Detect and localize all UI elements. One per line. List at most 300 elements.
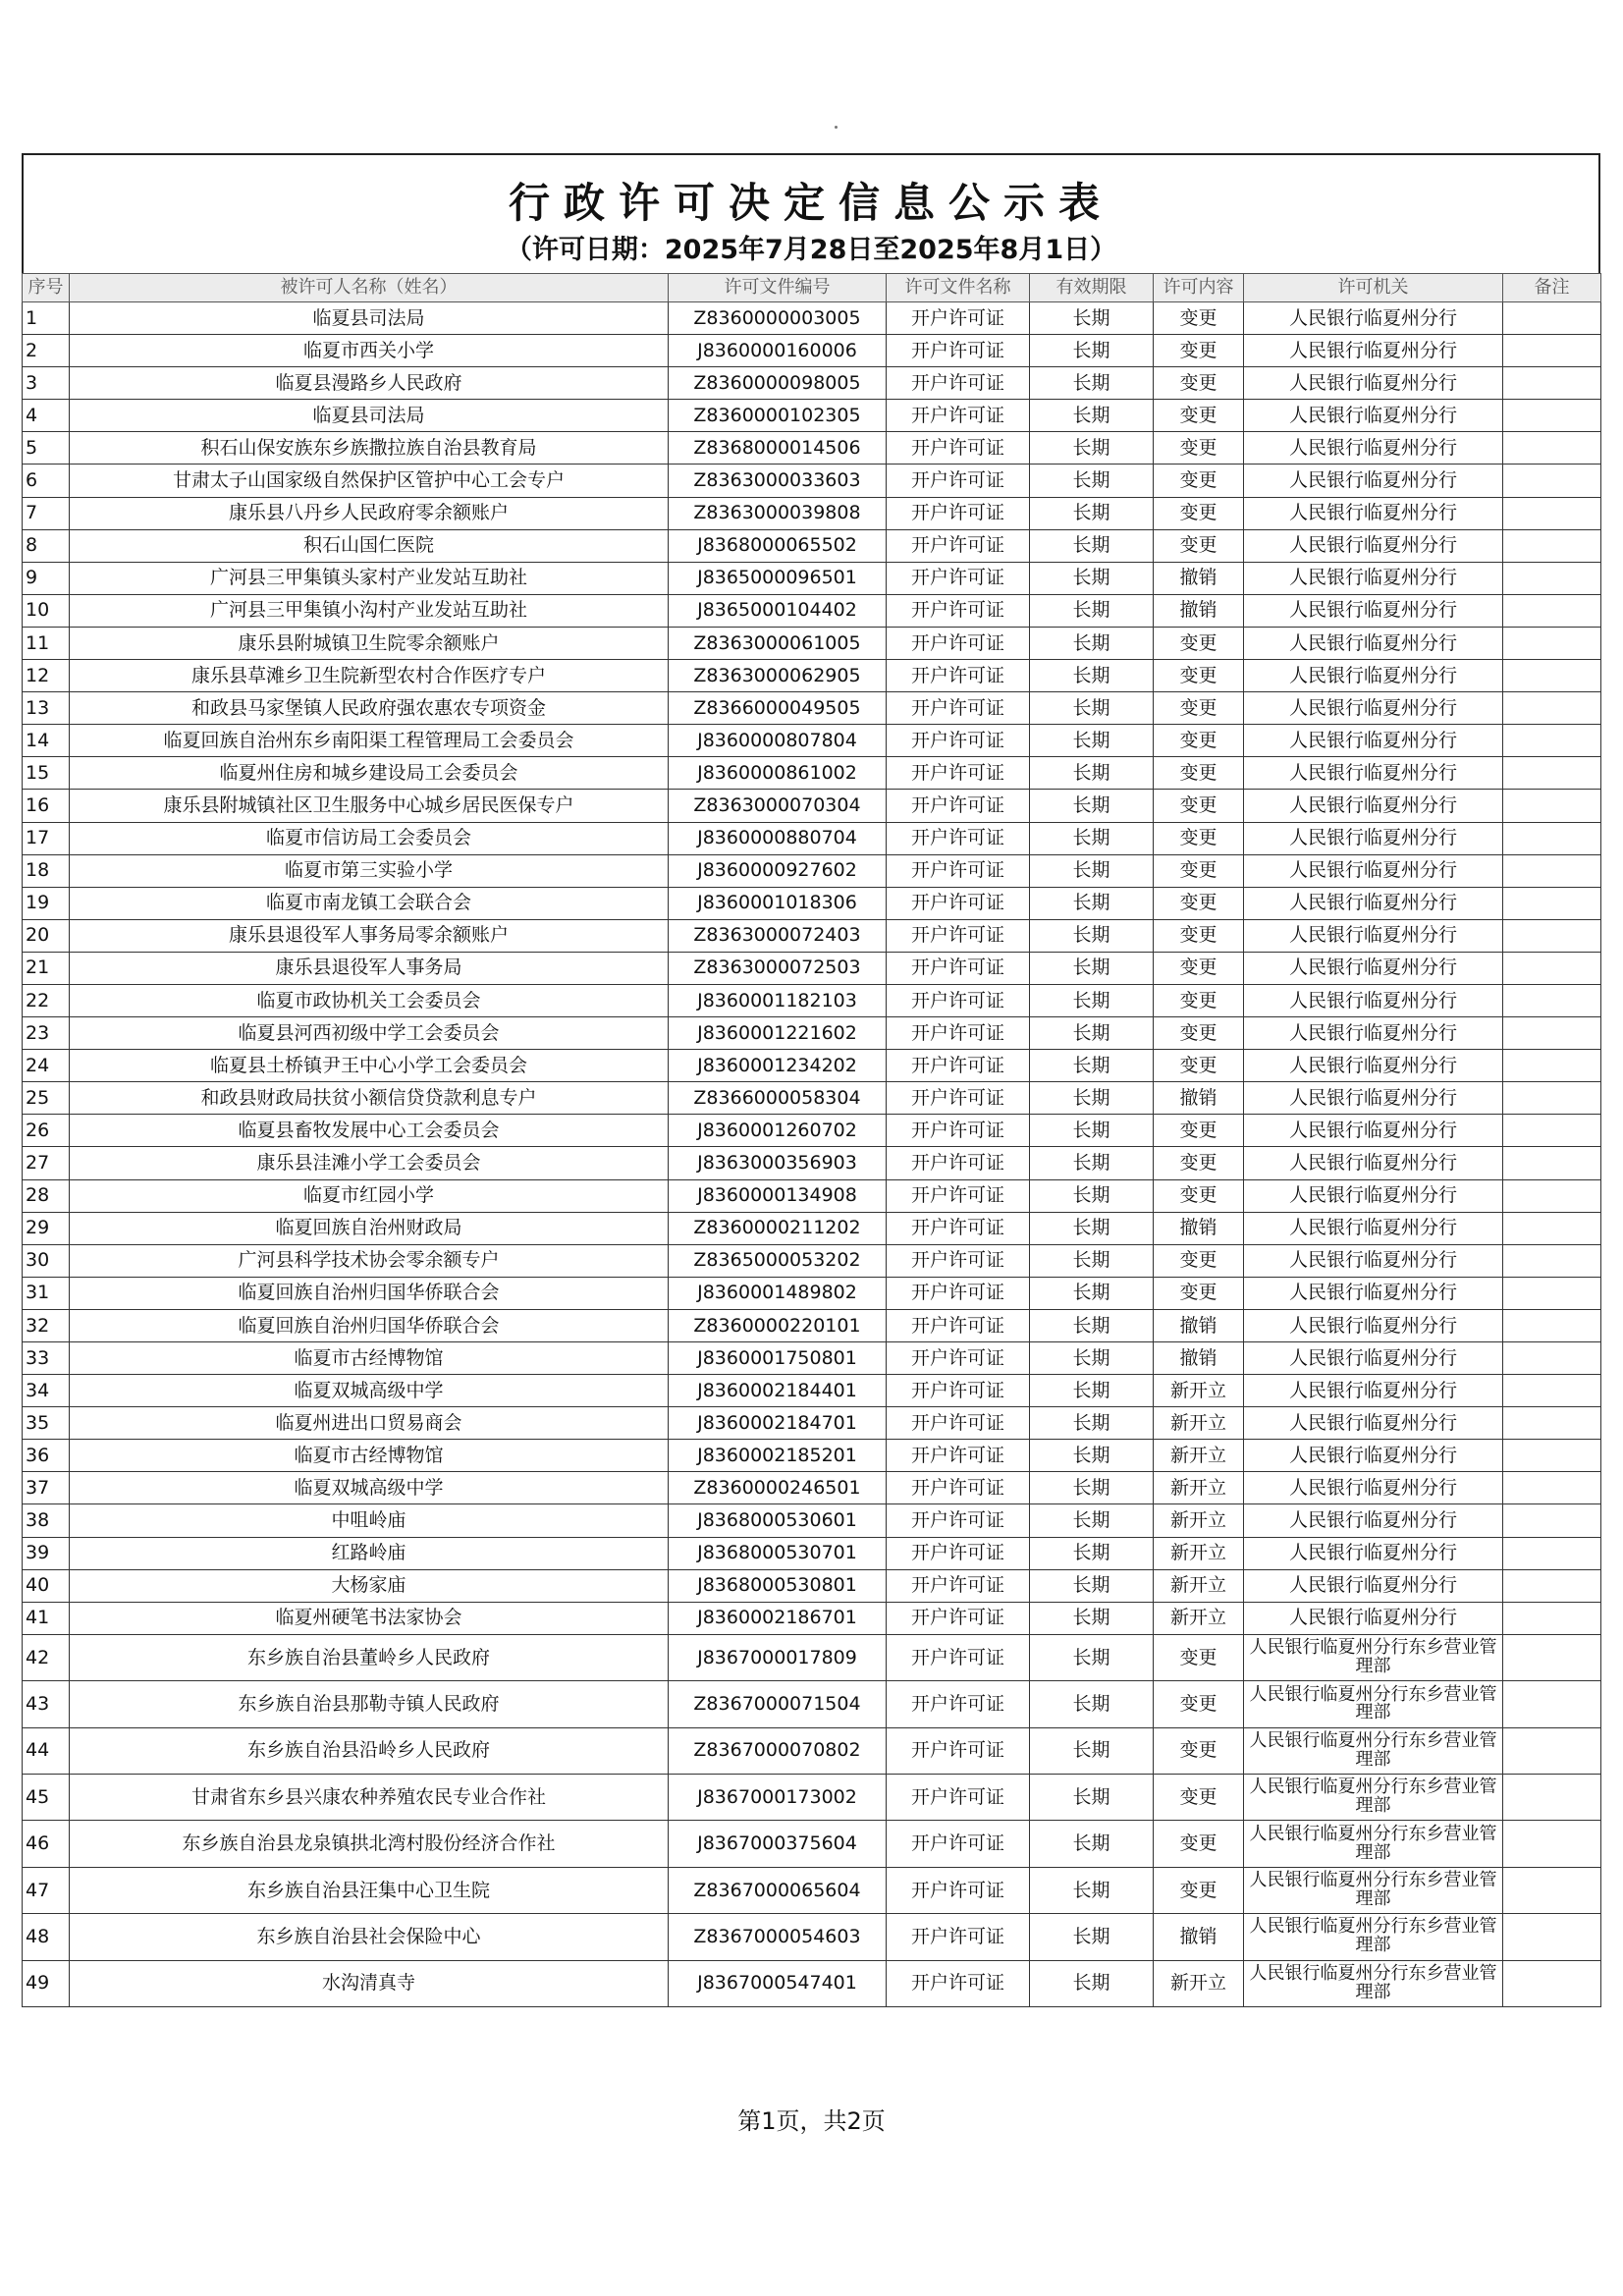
row-number: 26: [23, 1115, 70, 1147]
row-number: 37: [23, 1472, 70, 1504]
permit-content: 变更: [1154, 465, 1244, 497]
permit-document-name: 开户许可证: [887, 1179, 1030, 1212]
table-row: [23, 1960, 1601, 2006]
permit-content: 撤销: [1154, 1082, 1244, 1115]
row-number: 8: [23, 529, 70, 562]
permit-document-name: 开户许可证: [887, 497, 1030, 529]
table-row: [23, 1821, 1601, 1867]
remarks: [1503, 302, 1601, 335]
licensee-name: 康乐县草滩乡卫生院新型农村合作医疗专户: [70, 660, 669, 692]
permit-authority: 人民银行临夏州分行: [1244, 302, 1503, 335]
licensee-name: 临夏县畜牧发展中心工会委员会: [70, 1115, 669, 1147]
permit-content: 变更: [1154, 1179, 1244, 1212]
table-row: [23, 660, 1601, 692]
row-number: 1: [23, 302, 70, 335]
remarks: [1503, 562, 1601, 594]
licensee-name: 东乡族自治县沿岭乡人民政府: [70, 1727, 669, 1774]
column-header: 许可文件名称: [887, 274, 1030, 302]
remarks: [1503, 919, 1601, 952]
permit-content: 变更: [1154, 1821, 1244, 1867]
permit-document-name: 开户许可证: [887, 660, 1030, 692]
validity-period: 长期: [1030, 1727, 1154, 1774]
validity-period: 长期: [1030, 854, 1154, 887]
permit-content: 撤销: [1154, 1914, 1244, 1960]
permit-number: J8367000375604: [669, 1821, 887, 1867]
remarks: [1503, 529, 1601, 562]
validity-period: 长期: [1030, 1440, 1154, 1472]
permit-date-range: （许可日期：2025年7月28日至2025年8月1日）: [505, 235, 1117, 265]
permit-number: Z8363000033603: [669, 465, 887, 497]
permit-number: Z8367000065604: [669, 1867, 887, 1913]
column-header: 被许可人名称（姓名）: [70, 274, 669, 302]
table-row: [23, 1472, 1601, 1504]
permit-document-name: 开户许可证: [887, 1244, 1030, 1277]
row-number: 9: [23, 562, 70, 594]
remarks: [1503, 627, 1601, 659]
permit-content: 变更: [1154, 790, 1244, 822]
permit-content: 变更: [1154, 952, 1244, 984]
permit-document-name: 开户许可证: [887, 1342, 1030, 1375]
row-number: 35: [23, 1407, 70, 1440]
table-row: [23, 1504, 1601, 1537]
validity-period: 长期: [1030, 1179, 1154, 1212]
permit-number: J8360001018306: [669, 887, 887, 919]
table-row: [23, 1277, 1601, 1309]
permit-table: [22, 273, 1601, 2007]
permit-authority: 人民银行临夏州分行东乡营业管理部: [1244, 1867, 1503, 1913]
remarks: [1503, 1867, 1601, 1913]
permit-authority: 人民银行临夏州分行东乡营业管理部: [1244, 1634, 1503, 1680]
permit-number: Z8363000072403: [669, 919, 887, 952]
permit-content: 新开立: [1154, 1960, 1244, 2006]
row-number: 43: [23, 1681, 70, 1727]
validity-period: 长期: [1030, 627, 1154, 659]
permit-document-name: 开户许可证: [887, 302, 1030, 335]
permit-authority: 人民银行临夏州分行: [1244, 1569, 1503, 1602]
row-number: 19: [23, 887, 70, 919]
permit-document-name: 开户许可证: [887, 1440, 1030, 1472]
permit-number: J8360000160006: [669, 335, 887, 367]
permit-document-name: 开户许可证: [887, 1472, 1030, 1504]
permit-content: 新开立: [1154, 1440, 1244, 1472]
validity-period: 长期: [1030, 1017, 1154, 1050]
permit-number: J8368000530601: [669, 1504, 887, 1537]
permit-authority: 人民银行临夏州分行东乡营业管理部: [1244, 1681, 1503, 1727]
validity-period: 长期: [1030, 1147, 1154, 1179]
licensee-name: 临夏回族自治州东乡南阳渠工程管理局工会委员会: [70, 725, 669, 757]
table-row: [23, 984, 1601, 1016]
permit-document-name: 开户许可证: [887, 1602, 1030, 1634]
row-number: 29: [23, 1212, 70, 1244]
permit-authority: 人民银行临夏州分行: [1244, 432, 1503, 465]
permit-content: 撤销: [1154, 562, 1244, 594]
permit-document-name: 开户许可证: [887, 465, 1030, 497]
permit-document-name: 开户许可证: [887, 725, 1030, 757]
validity-period: 长期: [1030, 692, 1154, 725]
permit-authority: 人民银行临夏州分行: [1244, 1309, 1503, 1341]
remarks: [1503, 1115, 1601, 1147]
table-row: [23, 1681, 1601, 1727]
permit-document-name: 开户许可证: [887, 790, 1030, 822]
remarks: [1503, 1309, 1601, 1341]
title-box: [22, 153, 1600, 273]
permit-document-name: 开户许可证: [887, 1914, 1030, 1960]
remarks: [1503, 1634, 1601, 1680]
remarks: [1503, 1082, 1601, 1115]
validity-period: 长期: [1030, 1504, 1154, 1537]
table-row: [23, 1727, 1601, 1774]
licensee-name: 康乐县附城镇社区卫生服务中心城乡居民医保专户: [70, 790, 669, 822]
permit-number: J8360000807804: [669, 725, 887, 757]
permit-authority: 人民银行临夏州分行东乡营业管理部: [1244, 1960, 1503, 2006]
permit-number: Z8363000039808: [669, 497, 887, 529]
column-header: 许可机关: [1244, 274, 1503, 302]
remarks: [1503, 1504, 1601, 1537]
permit-authority: 人民银行临夏州分行: [1244, 984, 1503, 1016]
row-number: 42: [23, 1634, 70, 1680]
row-number: 25: [23, 1082, 70, 1115]
remarks: [1503, 1179, 1601, 1212]
permit-authority: 人民银行临夏州分行: [1244, 497, 1503, 529]
permit-number: J8365000104402: [669, 594, 887, 627]
permit-number: Z8366000049505: [669, 692, 887, 725]
permit-authority: 人民银行临夏州分行: [1244, 1375, 1503, 1407]
licensee-name: 临夏回族自治州财政局: [70, 1212, 669, 1244]
validity-period: 长期: [1030, 432, 1154, 465]
licensee-name: 中咀岭庙: [70, 1504, 669, 1537]
validity-period: 长期: [1030, 1472, 1154, 1504]
licensee-name: 临夏双城高级中学: [70, 1375, 669, 1407]
validity-period: 长期: [1030, 562, 1154, 594]
licensee-name: 临夏市古经博物馆: [70, 1342, 669, 1375]
permit-document-name: 开户许可证: [887, 529, 1030, 562]
licensee-name: 东乡族自治县汪集中心卫生院: [70, 1867, 669, 1913]
permit-authority: 人民银行临夏州分行东乡营业管理部: [1244, 1821, 1503, 1867]
validity-period: 长期: [1030, 1277, 1154, 1309]
licensee-name: 广河县三甲集镇头家村产业发站互助社: [70, 562, 669, 594]
permit-number: J8368000065502: [669, 529, 887, 562]
permit-content: 变更: [1154, 822, 1244, 854]
permit-content: 撤销: [1154, 1212, 1244, 1244]
permit-number: J8360002184701: [669, 1407, 887, 1440]
table-row: [23, 367, 1601, 400]
permit-number: Z8367000071504: [669, 1681, 887, 1727]
remarks: [1503, 887, 1601, 919]
permit-number: J8360001489802: [669, 1277, 887, 1309]
permit-content: 变更: [1154, 1775, 1244, 1821]
permit-authority: 人民银行临夏州分行: [1244, 1440, 1503, 1472]
validity-period: 长期: [1030, 1244, 1154, 1277]
permit-number: Z8360000246501: [669, 1472, 887, 1504]
permit-content: 变更: [1154, 497, 1244, 529]
remarks: [1503, 660, 1601, 692]
validity-period: 长期: [1030, 952, 1154, 984]
validity-period: 长期: [1030, 1569, 1154, 1602]
table-row: [23, 302, 1601, 335]
row-number: 39: [23, 1537, 70, 1569]
row-number: 48: [23, 1914, 70, 1960]
permit-authority: 人民银行临夏州分行: [1244, 1342, 1503, 1375]
permit-document-name: 开户许可证: [887, 367, 1030, 400]
row-number: 14: [23, 725, 70, 757]
licensee-name: 红路岭庙: [70, 1537, 669, 1569]
permit-document-name: 开户许可证: [887, 1821, 1030, 1867]
permit-number: J8360000861002: [669, 757, 887, 790]
permit-number: Z8363000062905: [669, 660, 887, 692]
permit-number: Z8360000098005: [669, 367, 887, 400]
permit-document-name: 开户许可证: [887, 1277, 1030, 1309]
licensee-name: 甘肃省东乡县兴康农种养殖农民专业合作社: [70, 1775, 669, 1821]
row-number: 12: [23, 660, 70, 692]
table-row: [23, 725, 1601, 757]
permit-content: 变更: [1154, 1634, 1244, 1680]
permit-document-name: 开户许可证: [887, 1115, 1030, 1147]
permit-document-name: 开户许可证: [887, 984, 1030, 1016]
permit-document-name: 开户许可证: [887, 1960, 1030, 2006]
row-number: 40: [23, 1569, 70, 1602]
permit-document-name: 开户许可证: [887, 1212, 1030, 1244]
permit-number: Z8367000070802: [669, 1727, 887, 1774]
licensee-name: 临夏双城高级中学: [70, 1472, 669, 1504]
permit-number: J8368000530801: [669, 1569, 887, 1602]
table-header-row: [23, 274, 1601, 302]
permit-number: Z8360000220101: [669, 1309, 887, 1341]
remarks: [1503, 757, 1601, 790]
remarks: [1503, 1342, 1601, 1375]
licensee-name: 临夏州进出口贸易商会: [70, 1407, 669, 1440]
licensee-name: 康乐县附城镇卫生院零余额账户: [70, 627, 669, 659]
permit-document-name: 开户许可证: [887, 1082, 1030, 1115]
row-number: 30: [23, 1244, 70, 1277]
permit-authority: 人民银行临夏州分行: [1244, 952, 1503, 984]
permit-document-name: 开户许可证: [887, 1309, 1030, 1341]
permit-authority: 人民银行临夏州分行: [1244, 660, 1503, 692]
table-row: [23, 465, 1601, 497]
permit-authority: 人民银行临夏州分行: [1244, 400, 1503, 432]
row-number: 10: [23, 594, 70, 627]
permit-document-name: 开户许可证: [887, 1504, 1030, 1537]
licensee-name: 甘肃太子山国家级自然保护区管护中心工会专户: [70, 465, 669, 497]
permit-authority: 人民银行临夏州分行: [1244, 1147, 1503, 1179]
licensee-name: 康乐县退役军人事务局: [70, 952, 669, 984]
table-row: [23, 1602, 1601, 1634]
permit-authority: 人民银行临夏州分行: [1244, 1050, 1503, 1082]
validity-period: 长期: [1030, 887, 1154, 919]
permit-document-name: 开户许可证: [887, 1569, 1030, 1602]
table-row: [23, 1082, 1601, 1115]
validity-period: 长期: [1030, 367, 1154, 400]
permit-authority: 人民银行临夏州分行: [1244, 335, 1503, 367]
permit-authority: 人民银行临夏州分行: [1244, 1082, 1503, 1115]
row-number: 41: [23, 1602, 70, 1634]
row-number: 31: [23, 1277, 70, 1309]
row-number: 32: [23, 1309, 70, 1341]
row-number: 17: [23, 822, 70, 854]
permit-content: 新开立: [1154, 1407, 1244, 1440]
table-row: [23, 400, 1601, 432]
remarks: [1503, 1017, 1601, 1050]
permit-content: 变更: [1154, 660, 1244, 692]
table-row: [23, 627, 1601, 659]
permit-document-name: 开户许可证: [887, 1147, 1030, 1179]
licensee-name: 康乐县八丹乡人民政府零余额账户: [70, 497, 669, 529]
permit-authority: 人民银行临夏州分行: [1244, 1472, 1503, 1504]
table-row: [23, 952, 1601, 984]
remarks: [1503, 465, 1601, 497]
validity-period: 长期: [1030, 594, 1154, 627]
validity-period: 长期: [1030, 1821, 1154, 1867]
permit-document-name: 开户许可证: [887, 1775, 1030, 1821]
remarks: [1503, 497, 1601, 529]
remarks: [1503, 400, 1601, 432]
remarks: [1503, 1727, 1601, 1774]
validity-period: 长期: [1030, 984, 1154, 1016]
validity-period: 长期: [1030, 465, 1154, 497]
permit-content: 变更: [1154, 1244, 1244, 1277]
permit-document-name: 开户许可证: [887, 1681, 1030, 1727]
validity-period: 长期: [1030, 1602, 1154, 1634]
table-row: [23, 1867, 1601, 1913]
permit-authority: 人民银行临夏州分行: [1244, 529, 1503, 562]
permit-content: 撤销: [1154, 594, 1244, 627]
table-row: [23, 335, 1601, 367]
table-row: [23, 1634, 1601, 1680]
permit-number: J8360001750801: [669, 1342, 887, 1375]
remarks: [1503, 1602, 1601, 1634]
permit-document-name: 开户许可证: [887, 952, 1030, 984]
licensee-name: 临夏回族自治州归国华侨联合会: [70, 1277, 669, 1309]
row-number: 27: [23, 1147, 70, 1179]
permit-content: 变更: [1154, 887, 1244, 919]
permit-document-name: 开户许可证: [887, 594, 1030, 627]
table-row: [23, 1537, 1601, 1569]
permit-authority: 人民银行临夏州分行: [1244, 1407, 1503, 1440]
table-row: [23, 562, 1601, 594]
permit-number: Z8360000102305: [669, 400, 887, 432]
remarks: [1503, 822, 1601, 854]
validity-period: 长期: [1030, 1537, 1154, 1569]
licensee-name: 临夏县河西初级中学工会委员会: [70, 1017, 669, 1050]
permit-content: 变更: [1154, 627, 1244, 659]
permit-content: 变更: [1154, 1115, 1244, 1147]
permit-authority: 人民银行临夏州分行: [1244, 1602, 1503, 1634]
remarks: [1503, 984, 1601, 1016]
permit-content: 新开立: [1154, 1504, 1244, 1537]
remarks: [1503, 1569, 1601, 1602]
licensee-name: 临夏市信访局工会委员会: [70, 822, 669, 854]
remarks: [1503, 1537, 1601, 1569]
licensee-name: 康乐县退役军人事务局零余额账户: [70, 919, 669, 952]
validity-period: 长期: [1030, 1914, 1154, 1960]
permit-content: 变更: [1154, 1017, 1244, 1050]
validity-period: 长期: [1030, 1867, 1154, 1913]
permit-content: 撤销: [1154, 1342, 1244, 1375]
row-number: 7: [23, 497, 70, 529]
permit-authority: 人民银行临夏州分行东乡营业管理部: [1244, 1775, 1503, 1821]
licensee-name: 临夏县司法局: [70, 400, 669, 432]
permit-authority: 人民银行临夏州分行: [1244, 1017, 1503, 1050]
permit-content: 新开立: [1154, 1472, 1244, 1504]
row-number: 28: [23, 1179, 70, 1212]
remarks: [1503, 1277, 1601, 1309]
validity-period: 长期: [1030, 497, 1154, 529]
table-row: [23, 1017, 1601, 1050]
permit-authority: 人民银行临夏州分行: [1244, 692, 1503, 725]
table-row: [23, 1179, 1601, 1212]
permit-content: 变更: [1154, 854, 1244, 887]
permit-document-name: 开户许可证: [887, 1050, 1030, 1082]
permit-content: 新开立: [1154, 1569, 1244, 1602]
validity-period: 长期: [1030, 1115, 1154, 1147]
validity-period: 长期: [1030, 1775, 1154, 1821]
remarks: [1503, 1960, 1601, 2006]
table-row: [23, 692, 1601, 725]
permit-content: 变更: [1154, 725, 1244, 757]
permit-content: 变更: [1154, 335, 1244, 367]
permit-authority: 人民银行临夏州分行: [1244, 367, 1503, 400]
permit-document-name: 开户许可证: [887, 822, 1030, 854]
licensee-name: 东乡族自治县社会保险中心: [70, 1914, 669, 1960]
validity-period: 长期: [1030, 1342, 1154, 1375]
remarks: [1503, 854, 1601, 887]
column-header: 备注: [1503, 274, 1601, 302]
permit-number: J8367000173002: [669, 1775, 887, 1821]
permit-document-name: 开户许可证: [887, 432, 1030, 465]
row-number: 38: [23, 1504, 70, 1537]
permit-content: 变更: [1154, 529, 1244, 562]
validity-period: 长期: [1030, 822, 1154, 854]
permit-content: 变更: [1154, 1050, 1244, 1082]
row-number: 33: [23, 1342, 70, 1375]
permit-authority: 人民银行临夏州分行: [1244, 757, 1503, 790]
permit-authority: 人民银行临夏州分行: [1244, 1212, 1503, 1244]
licensee-name: 临夏市南龙镇工会联合会: [70, 887, 669, 919]
licensee-name: 临夏市第三实验小学: [70, 854, 669, 887]
permit-document-name: 开户许可证: [887, 854, 1030, 887]
table-row: [23, 1115, 1601, 1147]
validity-period: 长期: [1030, 725, 1154, 757]
licensee-name: 临夏县土桥镇尹王中心小学工会委员会: [70, 1050, 669, 1082]
table-row: [23, 432, 1601, 465]
disclosure-sheet: [22, 153, 1600, 2007]
table-row: [23, 1407, 1601, 1440]
remarks: [1503, 952, 1601, 984]
permit-authority: 人民银行临夏州分行: [1244, 1179, 1503, 1212]
permit-document-name: 开户许可证: [887, 1867, 1030, 1913]
licensee-name: 临夏市红园小学: [70, 1179, 669, 1212]
permit-number: J8360001221602: [669, 1017, 887, 1050]
permit-number: Z8365000053202: [669, 1244, 887, 1277]
licensee-name: 和政县马家堡镇人民政府强农惠农专项资金: [70, 692, 669, 725]
permit-document-name: 开户许可证: [887, 562, 1030, 594]
permit-number: J8360002186701: [669, 1602, 887, 1634]
column-header: 许可文件编号: [669, 274, 887, 302]
row-number: 46: [23, 1821, 70, 1867]
table-row: [23, 1375, 1601, 1407]
licensee-name: 临夏市政协机关工会委员会: [70, 984, 669, 1016]
permit-document-name: 开户许可证: [887, 1407, 1030, 1440]
permit-content: 变更: [1154, 1727, 1244, 1774]
row-number: 13: [23, 692, 70, 725]
validity-period: 长期: [1030, 529, 1154, 562]
permit-authority: 人民银行临夏州分行: [1244, 1504, 1503, 1537]
row-number: 24: [23, 1050, 70, 1082]
validity-period: 长期: [1030, 1212, 1154, 1244]
licensee-name: 临夏县司法局: [70, 302, 669, 335]
permit-number: J8368000530701: [669, 1537, 887, 1569]
permit-document-name: 开户许可证: [887, 1727, 1030, 1774]
row-number: 2: [23, 335, 70, 367]
